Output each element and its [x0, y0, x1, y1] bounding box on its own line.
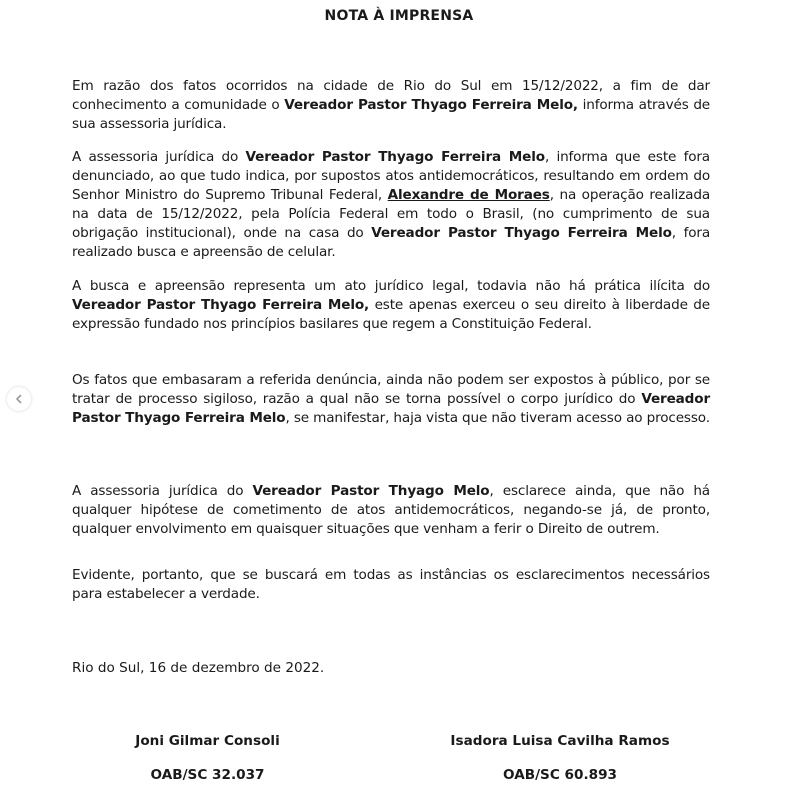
text-run: Evidente, portanto, que se buscará em todas as instâncias os esclarecimentos necessários para estabelecer a verdade.	[72, 567, 710, 603]
text-run: informa através de sua assessoria jurídica.	[72, 97, 711, 133]
bold-name: Vereador Pastor Thyago Ferreira Melo	[371, 225, 672, 242]
signatory-1-oab: OAB/SC 32.037	[150, 767, 265, 783]
paragraph-5	[72, 482, 710, 539]
text-run: , esclarece ainda, que não há qualquer hipótese de cometimento de atos antidemocráticos, negando-se já, de pronto, qualquer envolvimento em quaisquer situações que venham a ferir o Direito de outrem.	[72, 483, 710, 538]
bold-name	[388, 187, 550, 203]
text-run: A assessoria jurídica do	[72, 483, 253, 499]
paragraph-4	[72, 371, 710, 428]
bold-name: Vereador Pastor Thyago Melo	[252, 483, 490, 499]
text-run: este apenas exerceu o seu direito à liberdade de expressão fundado nos princípios basilares que regem a Constituição Federal.	[72, 297, 711, 333]
text-run: , se manifestar, haja vista que não tiveram acesso ao processo.	[285, 410, 710, 427]
paragraph-6	[72, 566, 710, 604]
paragraph-2	[72, 148, 710, 263]
text-run: , na operação realizada na data de 15/12/2022, pela Polícia Federal em todo o Brasil, (no cumprimento de sua obrigação institucional), onde na casa do	[72, 187, 711, 242]
text-run: , informa que este fora denunciado, ao que tudo indica, por supostos atos antidemocráticos, resultando em ordem do Senhor Ministro do Supremo Tribunal Federal,	[72, 149, 710, 204]
text-run: A busca e apreensão representa um ato jurídico legal, todavia não há prática ilícita do	[72, 278, 710, 294]
paragraph-3	[72, 277, 710, 334]
signatory-2-name: Isadora Luisa Cavilha Ramos	[450, 733, 670, 749]
bold-name: Vereador Pastor Thyago Ferreira Melo,	[284, 97, 578, 114]
signatory-2-oab: OAB/SC 60.893	[503, 767, 617, 783]
bold-name: Vereador Pastor Thyago Ferreira Melo	[245, 149, 545, 165]
text-run: A assessoria jurídica do	[72, 149, 246, 165]
bold-name: Vereador Pastor Thyago Ferreira Melo,	[72, 297, 370, 314]
document-title: NOTA À IMPRENSA	[324, 8, 474, 24]
signatory-1-name: Joni Gilmar Consoli	[135, 733, 280, 749]
nav-previous-button[interactable]	[7, 387, 31, 411]
paragraph-1	[72, 77, 710, 134]
date-line: Rio do Sul, 16 de dezembro de 2022.	[72, 660, 325, 676]
underlined-name: Alexandre de Moraes	[387, 187, 550, 204]
text-run: Em razão dos fatos ocorridos na cidade de Rio do Sul em 15/12/2022, a fim de dar conhecimento a comunidade o	[72, 78, 710, 114]
text-run: Os fatos que embasaram a referida denúncia, ainda não podem ser expostos à público, por se tratar de processo sigiloso, razão a qual não se torna possível o corpo jurídico do	[72, 372, 710, 408]
text-run: , fora realizado busca e apreensão de celular.	[72, 225, 710, 261]
chevron-left-icon	[14, 394, 24, 404]
bold-name: Vereador Pastor Thyago Ferreira Melo	[72, 391, 710, 427]
